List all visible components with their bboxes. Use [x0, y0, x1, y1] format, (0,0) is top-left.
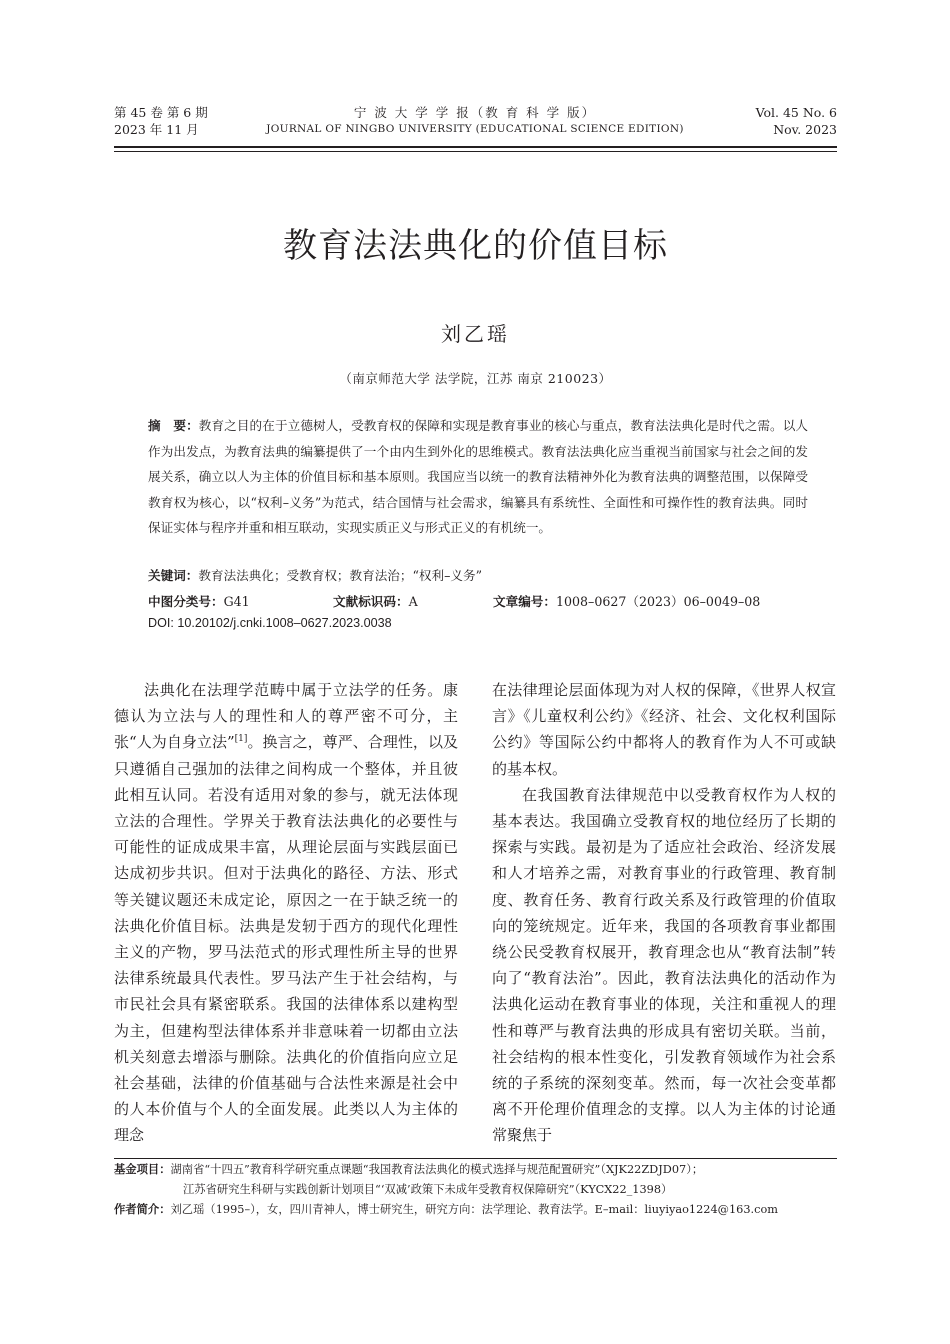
fund-line-2: 江苏省研究生科研与实践创新计划项目“‘双减’政策下未成年受教育权保障研究”（KYCX22_1398） [183, 1183, 673, 1196]
author-bio-label: 作者简介： [114, 1203, 171, 1216]
journal-name [250, 104, 700, 138]
doc-code-label: 文献标识码： [333, 594, 409, 609]
clc [148, 591, 333, 610]
body-paragraph: 在法律理论层面体现为对人权的保障，《世界人权宣言》《儿童权利公约》《经济、社会、文化权利国际公约》等国际公约中都将人的教育作为人不可或缺的基本权。 [492, 681, 836, 778]
classification-row [148, 591, 808, 610]
header-left [114, 104, 208, 138]
body-paragraph: 在我国教育法律规范中以受教育权作为人权的基本表达。我国确立受教育权的地位经历了长期的探索与实践。最初是为了适应社会政治、经济发展和人才培养之需，对教育事业的行政管理、教育制度、教育任务、教育行政关系及行政管理的价值取向的笼统规定。近年来，我国的各项教育事业都围绕公民受教育权展开，教育理念也从“教育法制”转向了“教育法治”。因此，教育法法典化的活动作为法典化运动在教育事业的体现，关注和重视人的理性和尊严与教育法典的形成具有密切关联。当前，社会结构的根本性变化，引发教育领域作为社会系统的子系统的深刻变革。然而，每一次社会变革都离不开伦理价值理念的支撑。以人为主体的讨论通常聚焦于 [492, 785, 836, 1145]
body-text: 。换言之，尊严、合理性，以及只遵循自己强加的法律之间构成一个整体，并且彼此相互认同。若没有适用对象的参与，就无法体现立法的合理性。学界关于教育法法典化的必要性与可能性的证成成果丰富，从理论层面与实践层面已达成初步共识。但对于法典化的路径、方法、形式等关键议题还未成定论，原因之一在于缺乏统一的法典化价值目标。法典是发轫于西方的现代化理性主义的产物，罗马法范式的形式理性所主导的世界法律系统最具代表性。罗马法产生于社会结构，与市民社会具有紧密联系。我国的法律体系以建构型为主，但建构型法律体系并非意味着一切都由立法机关刻意去增添与删除。法典化的价值指向应立足社会基础，法律的价值基础与合法性来源是社会中的人本价值与个人的全面发展。此类以人为主体的理念 [114, 733, 458, 1145]
doc-code-value: A [408, 594, 418, 609]
doc-code [333, 591, 493, 610]
clc-value: G41 [223, 594, 250, 609]
author-bio [114, 1200, 844, 1220]
header-rule-thick [114, 146, 837, 148]
author-bio-text: 刘乙瑶（1995–），女，四川青神人，博士研究生，研究方向：法学理论、教育法学。E–mail：liuyiyao1224@163.com [170, 1203, 778, 1216]
doi: DOI: 10.20102/j.cnki.1008–0627.2023.0038 [148, 616, 392, 630]
body-text: 法典化在法理学范畴中属于立法学的任务。康德认为立法与人的理性和人的尊严密不可分，主张“人为自身立法” [114, 681, 458, 752]
abstract [148, 413, 808, 541]
abstract-text: 教育之目的在于立德树人，受教育权的保障和实现是教育事业的核心与重点，教育法法典化是时代之需。以人作为出发点，为教育法典的编纂提供了一个由内生到外化的思维模式。教育法法典化应当重视当前国家与社会之间的发展关系，确立以人为主体的价值目标和基本原则。我国应当以统一的教育法精神外化为教育法典的调整范围，以保障受教育权为核心，以“权利–义务”为范式，结合国情与社会需求，编纂具有系统性、全面性和可操作性的教育法典。同时保证实体与程序并重和相互联动，实现实质正义与形式正义的有机统一。 [148, 418, 809, 536]
article-author: 刘乙瑶 [441, 322, 510, 346]
fund-text-1: 湖南省“十四五”教育科学研究重点课题“我国教育法法典化的模式选择与规范配置研究”（XJK22ZDJD07）； [170, 1163, 704, 1176]
volume-issue-cn: 第 45 卷 第 6 期 [114, 105, 208, 120]
footnote-rule [114, 1158, 837, 1159]
fund-line-1 [114, 1160, 844, 1180]
date-cn: 2023 年 11 月 [114, 122, 199, 137]
journal-name-cn: 宁 波 大 学 学 报（教 育 科 学 版） [353, 105, 597, 120]
abstract-label: 摘 要： [148, 418, 199, 433]
journal-name-en: JOURNAL OF NINGBO UNIVERSITY (EDUCATIONAL SCIENCE EDITION) [266, 123, 684, 135]
body-column-right [492, 677, 836, 1149]
header-right [756, 104, 837, 138]
keywords-text: 教育法法典化；受教育权；教育法治；“权利–义务” [198, 568, 483, 583]
author-affiliation: （南京师范大学 法学院，江苏 南京 210023） [339, 371, 612, 386]
keywords-label: 关键词： [148, 568, 199, 583]
citation-ref: [1] [234, 734, 248, 745]
header-rule-thin [114, 151, 837, 152]
fund-label: 基金项目： [114, 1163, 171, 1176]
keywords [148, 565, 808, 584]
clc-label: 中图分类号： [148, 594, 224, 609]
date-en: Nov. 2023 [773, 122, 837, 137]
body-column-left [114, 677, 458, 1149]
body-paragraph [114, 677, 458, 1149]
article-number-value: 1008–0627（2023）06–0049–08 [555, 594, 761, 609]
article-number-label: 文章编号： [493, 594, 556, 609]
volume-issue-en: Vol. 45 No. 6 [755, 105, 837, 120]
article-number [493, 594, 760, 609]
article-title: 教育法法典化的价值目标 [283, 226, 668, 266]
